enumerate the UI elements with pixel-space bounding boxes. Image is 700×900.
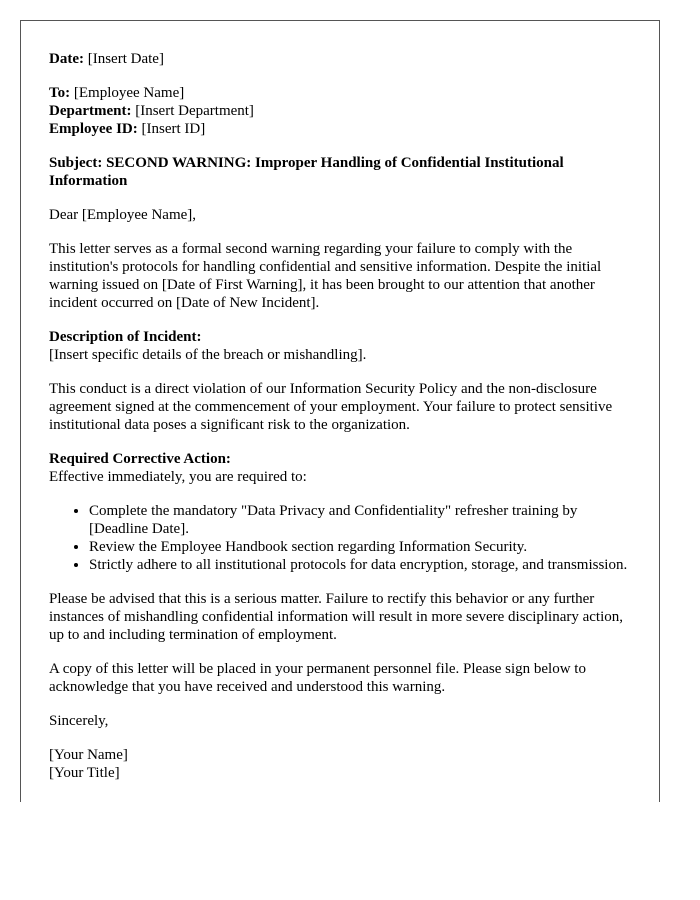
list-item: • Review the Employee Handbook section regarding Information Security.	[89, 538, 631, 556]
department-line	[49, 102, 631, 120]
incident-text: [Insert specific details of the breach or mishandling].	[49, 347, 367, 363]
corrective-list	[49, 502, 631, 574]
department-label: Department:	[49, 103, 132, 119]
recipient-block	[49, 84, 631, 138]
sender-name: [Your Name]	[49, 747, 128, 763]
intro-paragraph: This letter serves as a formal second warning regarding your failure to comply with the institution's protocols for handling confidential and sensitive information. Despite the initial warning issued on [Date of First Warning], it has been brought to our attention that another incident occurred on [Date of New Incident].	[49, 241, 602, 311]
signature-block	[49, 746, 631, 782]
employee-id-value: [Insert ID]	[137, 121, 206, 137]
sign-off: Sincerely,	[49, 713, 109, 729]
date-label: Date:	[49, 51, 84, 67]
date-line	[49, 50, 631, 68]
subject-text: Subject: SECOND WARNING: Improper Handling of Confidential Institutional Information	[49, 155, 564, 189]
incident-section	[49, 328, 631, 364]
subject-line	[49, 154, 631, 190]
incident-heading: Description of Incident:	[49, 329, 202, 345]
record-paragraph: A copy of this letter will be placed in your permanent personnel file. Please sign below to acknowledge that you have received and understood this warning.	[49, 661, 586, 695]
salutation: Dear [Employee Name],	[49, 207, 197, 223]
list-item: • Complete the mandatory "Data Privacy and Confidentiality" refresher training by [Deadline Date].	[89, 502, 631, 538]
to-label: To:	[49, 85, 71, 101]
violation-paragraph: This conduct is a direct violation of our Information Security Policy and the non-disclosure agreement signed at the commencement of your employment. Your failure to protect sensitive institutional data poses a significant risk to the organization.	[49, 381, 613, 433]
to-line	[49, 84, 631, 102]
employee-id-line	[49, 120, 631, 138]
corrective-intro: Effective immediately, you are required to:	[49, 469, 307, 485]
department-value: [Insert Department]	[131, 103, 254, 119]
corrective-heading: Required Corrective Action:	[49, 451, 231, 467]
advisory-paragraph: Please be advised that this is a serious matter. Failure to rectify this behavior or any further instances of mishandling confidential information will result in more severe disciplinary action, up to and including termination of employment.	[49, 591, 624, 643]
corrective-section	[49, 450, 631, 574]
date-value: [Insert Date]	[83, 51, 164, 67]
list-item: • Strictly adhere to all institutional protocols for data encryption, storage, and transmission.	[89, 556, 631, 574]
warning-letter	[20, 20, 660, 802]
employee-id-label: Employee ID:	[49, 121, 138, 137]
sender-title: [Your Title]	[49, 765, 120, 781]
to-value: [Employee Name]	[70, 85, 185, 101]
